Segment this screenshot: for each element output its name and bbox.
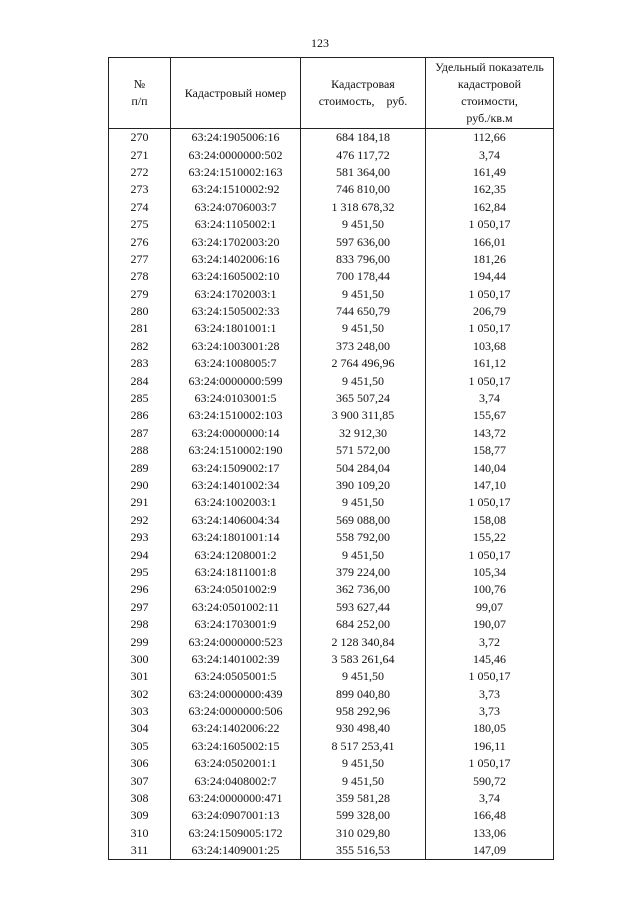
specific-indicator-cell: 147,09 [426,842,554,860]
cadastral-number-cell: 63:24:1008005:7 [171,355,301,372]
cadastral-cost-cell: 593 627,44 [301,599,426,616]
cadastral-number-cell: 63:24:1605002:10 [171,268,301,285]
cadastral-cost-cell: 684 184,18 [301,129,426,147]
cadastral-cost-cell: 373 248,00 [301,338,426,355]
specific-indicator-cell: 1 050,17 [426,755,554,772]
row-number-cell: 284 [109,372,171,389]
cadastral-number-cell: 63:24:0502001:1 [171,755,301,772]
specific-indicator-cell: 162,35 [426,181,554,198]
table-row [109,199,554,216]
table-body [109,129,554,860]
row-number-cell: 299 [109,633,171,650]
row-number-cell: 298 [109,616,171,633]
cadastral-cost-cell: 744 650,79 [301,303,426,320]
header-cadastral-cost [301,58,426,129]
table-row [109,251,554,268]
row-number-cell: 287 [109,425,171,442]
cadastral-cost-cell: 9 451,50 [301,216,426,233]
row-number-cell: 278 [109,268,171,285]
table-row [109,599,554,616]
row-number-cell: 293 [109,529,171,546]
specific-indicator-cell: 196,11 [426,738,554,755]
cadastral-number-cell: 63:24:0000000:506 [171,703,301,720]
header-cadastral-number-text: Кадастровый номер [184,85,287,100]
row-number-cell: 304 [109,720,171,737]
cadastral-cost-cell: 599 328,00 [301,807,426,824]
specific-indicator-cell: 161,12 [426,355,554,372]
header-row-number-line1: № [133,77,146,91]
row-number-cell: 305 [109,738,171,755]
table-row [109,790,554,807]
specific-indicator-cell: 100,76 [426,581,554,598]
cadastral-number-cell: 63:24:1509002:17 [171,459,301,476]
cadastral-cost-cell: 700 178,44 [301,268,426,285]
row-number-cell: 294 [109,546,171,563]
row-number-cell: 277 [109,251,171,268]
cadastral-cost-cell: 833 796,00 [301,251,426,268]
cadastral-cost-cell: 597 636,00 [301,233,426,250]
cadastral-number-cell: 63:24:1401002:34 [171,477,301,494]
cadastral-value-table [108,57,554,860]
cadastral-number-cell: 63:24:1208001:2 [171,546,301,563]
table-row [109,581,554,598]
table-row [109,772,554,789]
table-row [109,755,554,772]
table-row [109,286,554,303]
table-row [109,807,554,824]
table-header [109,58,554,129]
table-row [109,825,554,842]
cadastral-cost-cell: 9 451,50 [301,755,426,772]
specific-indicator-cell: 162,84 [426,199,554,216]
cadastral-number-cell: 63:24:1510002:163 [171,164,301,181]
header-specific-indicator-line4: руб./кв.м [466,111,513,125]
table-row [109,546,554,563]
header-specific-indicator [426,58,554,129]
header-cadastral-cost-line2: стоимость, руб. [318,94,408,108]
cadastral-cost-cell: 359 581,28 [301,790,426,807]
row-number-cell: 271 [109,146,171,163]
specific-indicator-cell: 133,06 [426,825,554,842]
cadastral-cost-cell: 2 764 496,96 [301,355,426,372]
table-row [109,738,554,755]
table-row [109,355,554,372]
specific-indicator-cell: 190,07 [426,616,554,633]
cadastral-number-cell: 63:24:1401002:39 [171,651,301,668]
specific-indicator-cell: 1 050,17 [426,216,554,233]
specific-indicator-cell: 140,04 [426,459,554,476]
row-number-cell: 301 [109,668,171,685]
specific-indicator-cell: 1 050,17 [426,372,554,389]
row-number-cell: 309 [109,807,171,824]
specific-indicator-cell: 181,26 [426,251,554,268]
table-row [109,181,554,198]
row-number-cell: 283 [109,355,171,372]
cadastral-number-cell: 63:24:1703001:9 [171,616,301,633]
table-row [109,338,554,355]
specific-indicator-cell: 1 050,17 [426,546,554,563]
row-number-cell: 288 [109,442,171,459]
row-number-cell: 279 [109,286,171,303]
cadastral-number-cell: 63:24:0000000:14 [171,425,301,442]
cadastral-number-cell: 63:24:0408002:7 [171,772,301,789]
cadastral-cost-cell: 476 117,72 [301,146,426,163]
specific-indicator-cell: 1 050,17 [426,320,554,337]
cadastral-cost-cell: 581 364,00 [301,164,426,181]
cadastral-cost-cell: 365 507,24 [301,390,426,407]
header-row-number-line2: п/п [131,94,148,108]
specific-indicator-cell: 161,49 [426,164,554,181]
specific-indicator-cell: 155,67 [426,407,554,424]
cadastral-number-cell: 63:24:1811001:8 [171,564,301,581]
table-row [109,372,554,389]
specific-indicator-cell: 1 050,17 [426,494,554,511]
cadastral-cost-cell: 930 498,40 [301,720,426,737]
row-number-cell: 274 [109,199,171,216]
header-cadastral-cost-line1: Кадастровая [331,77,395,91]
cadastral-cost-cell: 9 451,50 [301,772,426,789]
row-number-cell: 286 [109,407,171,424]
table-row [109,303,554,320]
specific-indicator-cell: 3,74 [426,146,554,163]
cadastral-number-cell: 63:24:0000000:502 [171,146,301,163]
row-number-cell: 289 [109,459,171,476]
specific-indicator-cell: 166,01 [426,233,554,250]
cadastral-number-cell: 63:24:1510002:190 [171,442,301,459]
table-row [109,442,554,459]
cadastral-cost-cell: 569 088,00 [301,512,426,529]
specific-indicator-cell: 3,72 [426,633,554,650]
specific-indicator-cell: 155,22 [426,529,554,546]
table-row [109,477,554,494]
cadastral-cost-cell: 1 318 678,32 [301,199,426,216]
row-number-cell: 275 [109,216,171,233]
cadastral-cost-cell: 355 516,53 [301,842,426,860]
table-row [109,686,554,703]
specific-indicator-cell: 3,74 [426,790,554,807]
cadastral-number-cell: 63:24:1402006:16 [171,251,301,268]
specific-indicator-cell: 3,73 [426,703,554,720]
cadastral-cost-cell: 746 810,00 [301,181,426,198]
cadastral-number-cell: 63:24:1003001:28 [171,338,301,355]
table-row [109,407,554,424]
specific-indicator-cell: 158,08 [426,512,554,529]
cadastral-number-cell: 63:24:0501002:9 [171,581,301,598]
row-number-cell: 295 [109,564,171,581]
cadastral-cost-cell: 9 451,50 [301,372,426,389]
cadastral-number-cell: 63:24:1409001:25 [171,842,301,860]
cadastral-number-cell: 63:24:0000000:523 [171,633,301,650]
header-specific-indicator-line2: кадастровой [457,77,522,91]
cadastral-cost-cell: 362 736,00 [301,581,426,598]
row-number-cell: 303 [109,703,171,720]
row-number-cell: 311 [109,842,171,860]
cadastral-number-cell: 63:24:0505001:5 [171,668,301,685]
cadastral-number-cell: 63:24:1510002:92 [171,181,301,198]
row-number-cell: 281 [109,320,171,337]
specific-indicator-cell: 590,72 [426,772,554,789]
row-number-cell: 270 [109,129,171,147]
row-number-cell: 300 [109,651,171,668]
row-number-cell: 290 [109,477,171,494]
specific-indicator-cell: 99,07 [426,599,554,616]
row-number-cell: 297 [109,599,171,616]
cadastral-number-cell: 63:24:1605002:15 [171,738,301,755]
cadastral-cost-cell: 504 284,04 [301,459,426,476]
row-number-cell: 306 [109,755,171,772]
cadastral-number-cell: 63:24:0000000:599 [171,372,301,389]
row-number-cell: 302 [109,686,171,703]
specific-indicator-cell: 3,74 [426,390,554,407]
table-row [109,146,554,163]
specific-indicator-cell: 143,72 [426,425,554,442]
header-cadastral-number [171,58,301,129]
row-number-cell: 310 [109,825,171,842]
cadastral-number-cell: 63:24:0706003:7 [171,199,301,216]
table-row [109,512,554,529]
cadastral-cost-cell: 390 109,20 [301,477,426,494]
table-row [109,633,554,650]
table-row [109,459,554,476]
cadastral-cost-cell: 899 040,80 [301,686,426,703]
specific-indicator-cell: 166,48 [426,807,554,824]
row-number-cell: 296 [109,581,171,598]
table-row [109,425,554,442]
page-number: 123 [311,36,329,50]
cadastral-cost-cell: 958 292,96 [301,703,426,720]
table-row [109,651,554,668]
table-row [109,164,554,181]
specific-indicator-cell: 103,68 [426,338,554,355]
specific-indicator-cell: 145,46 [426,651,554,668]
cadastral-number-cell: 63:24:1406004:34 [171,512,301,529]
table-row [109,390,554,407]
cadastral-cost-cell: 9 451,50 [301,494,426,511]
table-row [109,564,554,581]
cadastral-cost-cell: 558 792,00 [301,529,426,546]
row-number-cell: 280 [109,303,171,320]
row-number-cell: 282 [109,338,171,355]
cadastral-number-cell: 63:24:0501002:11 [171,599,301,616]
cadastral-cost-cell: 3 583 261,64 [301,651,426,668]
table-row [109,233,554,250]
row-number-cell: 307 [109,772,171,789]
row-number-cell: 308 [109,790,171,807]
specific-indicator-cell: 194,44 [426,268,554,285]
specific-indicator-cell: 147,10 [426,477,554,494]
cadastral-number-cell: 63:24:1402006:22 [171,720,301,737]
table-row [109,616,554,633]
cadastral-number-cell: 63:24:0000000:439 [171,686,301,703]
specific-indicator-cell: 112,66 [426,129,554,147]
cadastral-number-cell: 63:24:1801001:1 [171,320,301,337]
table-row [109,720,554,737]
specific-indicator-cell: 180,05 [426,720,554,737]
cadastral-cost-cell: 571 572,00 [301,442,426,459]
table-row [109,129,554,147]
cadastral-number-cell: 63:24:1002003:1 [171,494,301,511]
cadastral-number-cell: 63:24:1505002:33 [171,303,301,320]
cadastral-cost-cell: 3 900 311,85 [301,407,426,424]
specific-indicator-cell: 105,34 [426,564,554,581]
cadastral-cost-cell: 2 128 340,84 [301,633,426,650]
cadastral-number-cell: 63:24:1702003:1 [171,286,301,303]
table-row [109,494,554,511]
cadastral-cost-cell: 9 451,50 [301,546,426,563]
cadastral-number-cell: 63:24:0000000:471 [171,790,301,807]
row-number-cell: 285 [109,390,171,407]
table-row [109,703,554,720]
table-row [109,529,554,546]
cadastral-cost-cell: 9 451,50 [301,286,426,303]
specific-indicator-cell: 1 050,17 [426,286,554,303]
cadastral-cost-cell: 9 451,50 [301,668,426,685]
table-row [109,320,554,337]
row-number-cell: 273 [109,181,171,198]
cadastral-number-cell: 63:24:1801001:14 [171,529,301,546]
row-number-cell: 292 [109,512,171,529]
table-row [109,268,554,285]
cadastral-number-cell: 63:24:1105002:1 [171,216,301,233]
header-specific-indicator-line1: Удельный показатель [435,60,544,74]
specific-indicator-cell: 206,79 [426,303,554,320]
cadastral-cost-cell: 32 912,30 [301,425,426,442]
cadastral-number-cell: 63:24:0907001:13 [171,807,301,824]
table-header-row [109,58,554,129]
cadastral-number-cell: 63:24:0103001:5 [171,390,301,407]
row-number-cell: 272 [109,164,171,181]
row-number-cell: 291 [109,494,171,511]
header-specific-indicator-line3: стоимости, [461,94,518,108]
cadastral-cost-cell: 310 029,80 [301,825,426,842]
cadastral-cost-cell: 9 451,50 [301,320,426,337]
cadastral-cost-cell: 684 252,00 [301,616,426,633]
cadastral-number-cell: 63:24:1510002:103 [171,407,301,424]
specific-indicator-cell: 1 050,17 [426,668,554,685]
specific-indicator-cell: 158,77 [426,442,554,459]
table-row [109,216,554,233]
header-row-number [109,58,171,129]
table-row [109,842,554,860]
cadastral-cost-cell: 379 224,00 [301,564,426,581]
cadastral-cost-cell: 8 517 253,41 [301,738,426,755]
cadastral-number-cell: 63:24:1905006:16 [171,129,301,147]
specific-indicator-cell: 3,73 [426,686,554,703]
cadastral-number-cell: 63:24:1509005:172 [171,825,301,842]
row-number-cell: 276 [109,233,171,250]
table-row [109,668,554,685]
cadastral-number-cell: 63:24:1702003:20 [171,233,301,250]
